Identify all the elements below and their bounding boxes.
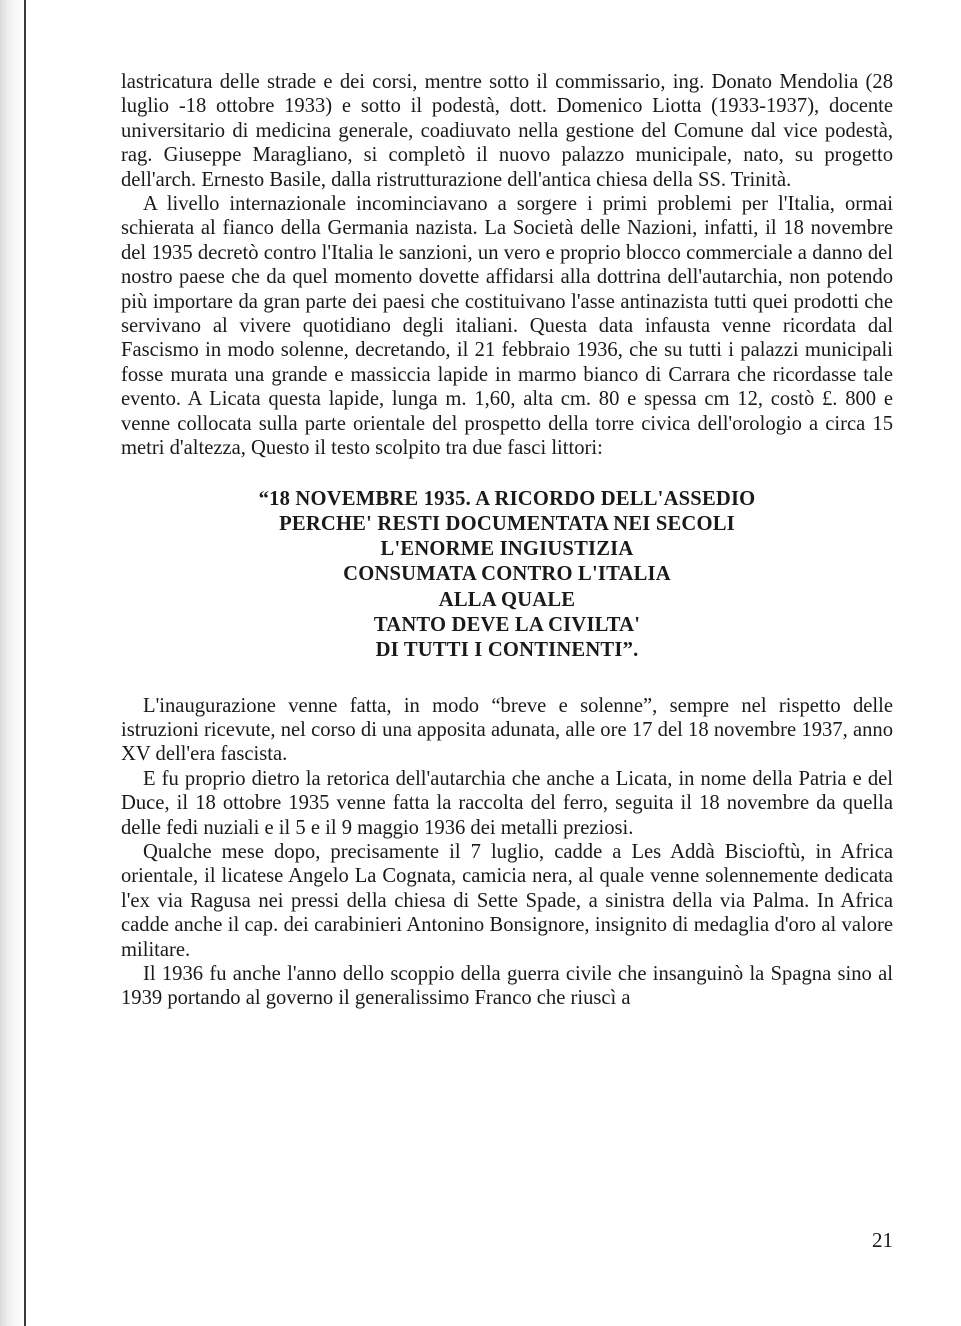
page-body [121,70,893,1011]
paragraph-municipal-palace: lastricatura delle strade e dei corsi, mentre sotto il commissario, ing. Donato Mendolia (28 luglio -18 ottobre 1933) e sotto il podestà, dott. Domenico Liotta (1933-1937), docente universitario di medicina generale, coadiuvato nella gestione del Comune dal vice podestà, rag. Giuseppe Maragliano, si completò il nuovo palazzo municipale, nato, su progetto dell'arch. Ernesto Basile, dalla ristrutturazione dell'antica chiesa della SS. Trinità. [121,71,893,191]
paragraph-spanish-civil-war: Il 1936 fu anche l'anno dello scoppio della guerra civile che insanguinò la Spagna sino al 1939 portando al governo il generalissimo Franco che riuscì a [121,963,893,1010]
paragraph-sanctions: A livello internazionale incominciavano a sorgere i primi problemi per l'Italia, ormai schierata al fianco della Germania nazista. La Società delle Nazioni, infatti, il 18 novembre del 1935 decretò contro l'Italia le sanzioni, un vero e proprio blocco commerciale a danno del nostro paese che da quel momento dovette affidarsi alla dottrina dell'autarchia, non potendo più importare da gran parte dei paesi che costituivano l'asse antinazista tutti quei prodotti che servivano al vivere quotidiano degli italiani. Questa data infausta venne ricordata dal Fascismo in modo solenne, decretando, il 21 febbraio 1936, che su tutti i palazzi municipali fosse murata una grande e massiccia lapide in marmo bianco di Carrara che ricordasse tale evento. A Licata questa lapide, lunga m. 1,60, alta cm. 80 e spessa cm 12, costò £. 800 e venne collocata sulla parte orientale del prospetto della torre civica dell'orologio a circa 15 metri d'altezza, Questo il testo scolpito tra due fasci littori: [121,193,893,460]
page-number: 21 [872,1228,893,1252]
paragraph-africa-casualties: Qualche mese dopo, precisamente il 7 luglio, cadde a Les Addà Biscioftù, in Africa orientale, il licatese Angelo La Cognata, camicia nera, al quale venne solennemente dedicata l'ex via Ragusa nei pressi della chiesa di Sette Spade, a sinistra della via Palma. In Africa cadde anche il cap. dei carabinieri Antonino Bonsignore, insignito di medaglia d'oro al valore militare. [121,841,893,961]
inscription-line: PERCHE' RESTI DOCUMENTATA NEI SECOLI [279,512,735,535]
inscription-line: CONSUMATA CONTRO L'ITALIA [343,563,671,586]
paragraph-inauguration: L'inaugurazione venne fatta, in modo “breve e solenne”, sempre nel rispetto delle istruzioni ricevute, nel corso di una apposita adunata, alle ore 17 del 18 novembre 1937, anno XV dell'era fascista. [121,694,893,766]
inscription-line: TANTO DEVE LA CIVILTA' [373,613,641,636]
plaque-inscription [121,487,893,664]
inscription-line: L'ENORME INGIUSTIZIA [380,538,634,561]
book-spine-shadow [0,0,26,1326]
inscription-line: “18 NOVEMBRE 1935. A RICORDO DELL'ASSEDIO [258,487,756,510]
book-binding-edge [24,0,26,1326]
inscription-line: ALLA QUALE [438,588,576,611]
inscription-line: DI TUTTI I CONTINENTI”. [375,639,639,662]
paragraph-autarchy-collection: E fu proprio dietro la retorica dell'autarchia che anche a Licata, in nome della Patria e del Duce, il 18 ottobre 1935 venne fatta la raccolta del ferro, seguita il 18 novembre da quella delle fedi nuziali e il 5 e il 9 maggio 1936 dei metalli preziosi. [121,767,893,839]
